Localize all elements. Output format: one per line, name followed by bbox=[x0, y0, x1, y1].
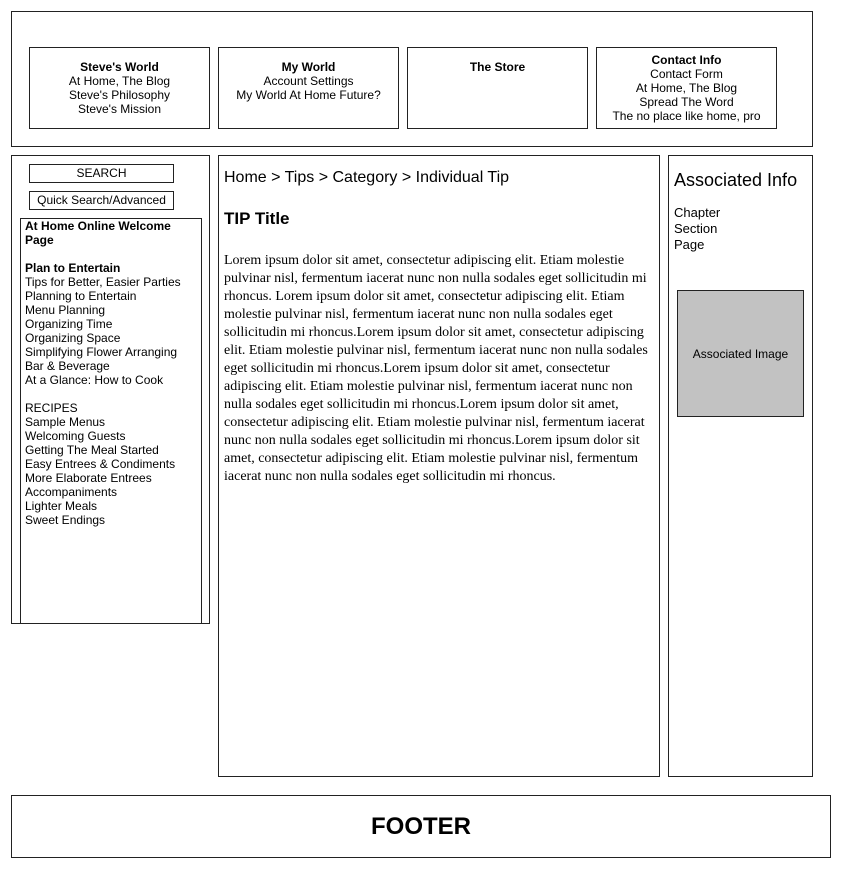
nav-box-steves-world bbox=[29, 47, 210, 129]
sidebar-nav-list bbox=[20, 218, 202, 624]
nav-box-store bbox=[407, 47, 588, 129]
sidebar-item[interactable]: Bar & Beverage bbox=[25, 359, 110, 373]
footer-label: FOOTER bbox=[371, 812, 471, 840]
sidebar-item[interactable]: Menu Planning bbox=[25, 303, 106, 317]
associated-info-page[interactable]: Page bbox=[674, 237, 705, 252]
associated-image bbox=[677, 290, 804, 417]
main-content bbox=[218, 155, 660, 777]
nav-title-contact[interactable]: Contact Info bbox=[651, 53, 722, 67]
nav-link-blog[interactable]: At Home, The Blog bbox=[68, 74, 171, 88]
associated-info-title: Associated Info bbox=[674, 170, 798, 190]
sidebar-item-welcome[interactable]: At Home Online Welcome Page bbox=[25, 219, 171, 247]
article-body: Lorem ipsum dolor sit amet, consectetur adipiscing elit. Etiam molestie pulvinar nisl, fermentum iacerat nunc non nulla sodales eget sollicitudin mi rhoncus. Lorem ipsum dolor sit amet, consectetur adipiscing elit. Etiam molestie pulvinar nisl, fermentum iacerat nunc non nulla sodales eget sollicitudin mi rhoncus.Lorem ipsum dolor sit amet, consectetur adipiscing elit. Etiam molestie pulvinar nisl, fermentum iacerat nunc non nulla sodales eget sollicitudin mi rhoncus.Lorem ipsum dolor sit amet, consectetur adipiscing elit. Etiam molestie pulvinar nisl, fermentum iacerat nunc non nulla sodales eget sollicitudin mi rhoncus.Lorem ipsum dolor sit amet, consectetur adipiscing elit. Etiam molestie pulvinar nisl, fermentum iacerat nunc non nulla sodales eget sollicitudin mi rhoncus.Lorem ipsum dolor sit amet, consectetur adipiscing elit. Etiam molestie pulvinar nisl, fermentum iacerat nunc non nulla sodales eget sollicitudin mi rhoncus. bbox=[224, 253, 648, 484]
sidebar-item[interactable]: Sample Menus bbox=[25, 415, 106, 429]
nav-link-philosophy[interactable]: Steve's Philosophy bbox=[68, 88, 170, 102]
sidebar-item[interactable]: Organizing Time bbox=[25, 317, 113, 331]
nav-link-blog-2[interactable]: At Home, The Blog bbox=[635, 81, 738, 95]
nav-box-my-world bbox=[218, 47, 399, 129]
search-button[interactable]: SEARCH bbox=[29, 164, 174, 183]
nav-link-spread-word[interactable]: Spread The Word bbox=[639, 95, 734, 109]
nav-link-account-settings[interactable]: Account Settings bbox=[263, 74, 354, 88]
associated-info-section[interactable]: Section bbox=[674, 221, 718, 236]
sidebar-item[interactable]: Sweet Endings bbox=[25, 513, 106, 527]
associated-info-chapter[interactable]: Chapter bbox=[674, 205, 721, 220]
associated-image-label: Associated Image bbox=[692, 346, 789, 361]
sidebar-section-title-entertain[interactable]: Plan to Entertain bbox=[25, 261, 121, 275]
sidebar-item[interactable]: Accompaniments bbox=[25, 485, 118, 499]
associated-info-list bbox=[674, 205, 807, 253]
breadcrumb[interactable]: Home > Tips > Category > Individual Tip bbox=[224, 169, 510, 186]
nav-title-store[interactable]: The Store bbox=[469, 60, 526, 74]
nav-title-my-world[interactable]: My World bbox=[281, 60, 336, 74]
sidebar-section-title-recipes[interactable]: RECIPES bbox=[25, 401, 78, 415]
nav-link-contact-form[interactable]: Contact Form bbox=[650, 67, 723, 81]
sidebar-item[interactable]: Tips for Better, Easier Parties bbox=[25, 275, 181, 289]
sidebar-item[interactable]: Organizing Space bbox=[25, 331, 121, 345]
nav-link-no-place[interactable]: The no place like home, pro bbox=[612, 109, 761, 123]
page-title: TIP Title bbox=[224, 209, 290, 228]
associated-info-panel bbox=[668, 155, 813, 777]
sidebar-item[interactable]: At a Glance: How to Cook bbox=[25, 373, 164, 387]
nav-title-steves-world[interactable]: Steve's World bbox=[80, 60, 159, 74]
sidebar-item[interactable]: Welcoming Guests bbox=[25, 429, 126, 443]
quick-search-button[interactable]: Quick Search/Advanced bbox=[29, 191, 174, 210]
sidebar-item[interactable]: Easy Entrees & Condiments bbox=[25, 457, 176, 471]
sidebar-item[interactable]: Planning to Entertain bbox=[25, 289, 137, 303]
sidebar-item[interactable]: Lighter Meals bbox=[25, 499, 98, 513]
footer bbox=[11, 795, 831, 858]
nav-link-at-home-future[interactable]: My World At Home Future? bbox=[236, 88, 381, 102]
sidebar-item[interactable]: More Elaborate Entrees bbox=[25, 471, 152, 485]
sidebar-item[interactable]: Simplifying Flower Arranging bbox=[25, 345, 178, 359]
sidebar-item[interactable]: Getting The Meal Started bbox=[25, 443, 159, 457]
nav-link-mission[interactable]: Steve's Mission bbox=[78, 102, 161, 116]
nav-box-contact bbox=[596, 47, 777, 129]
